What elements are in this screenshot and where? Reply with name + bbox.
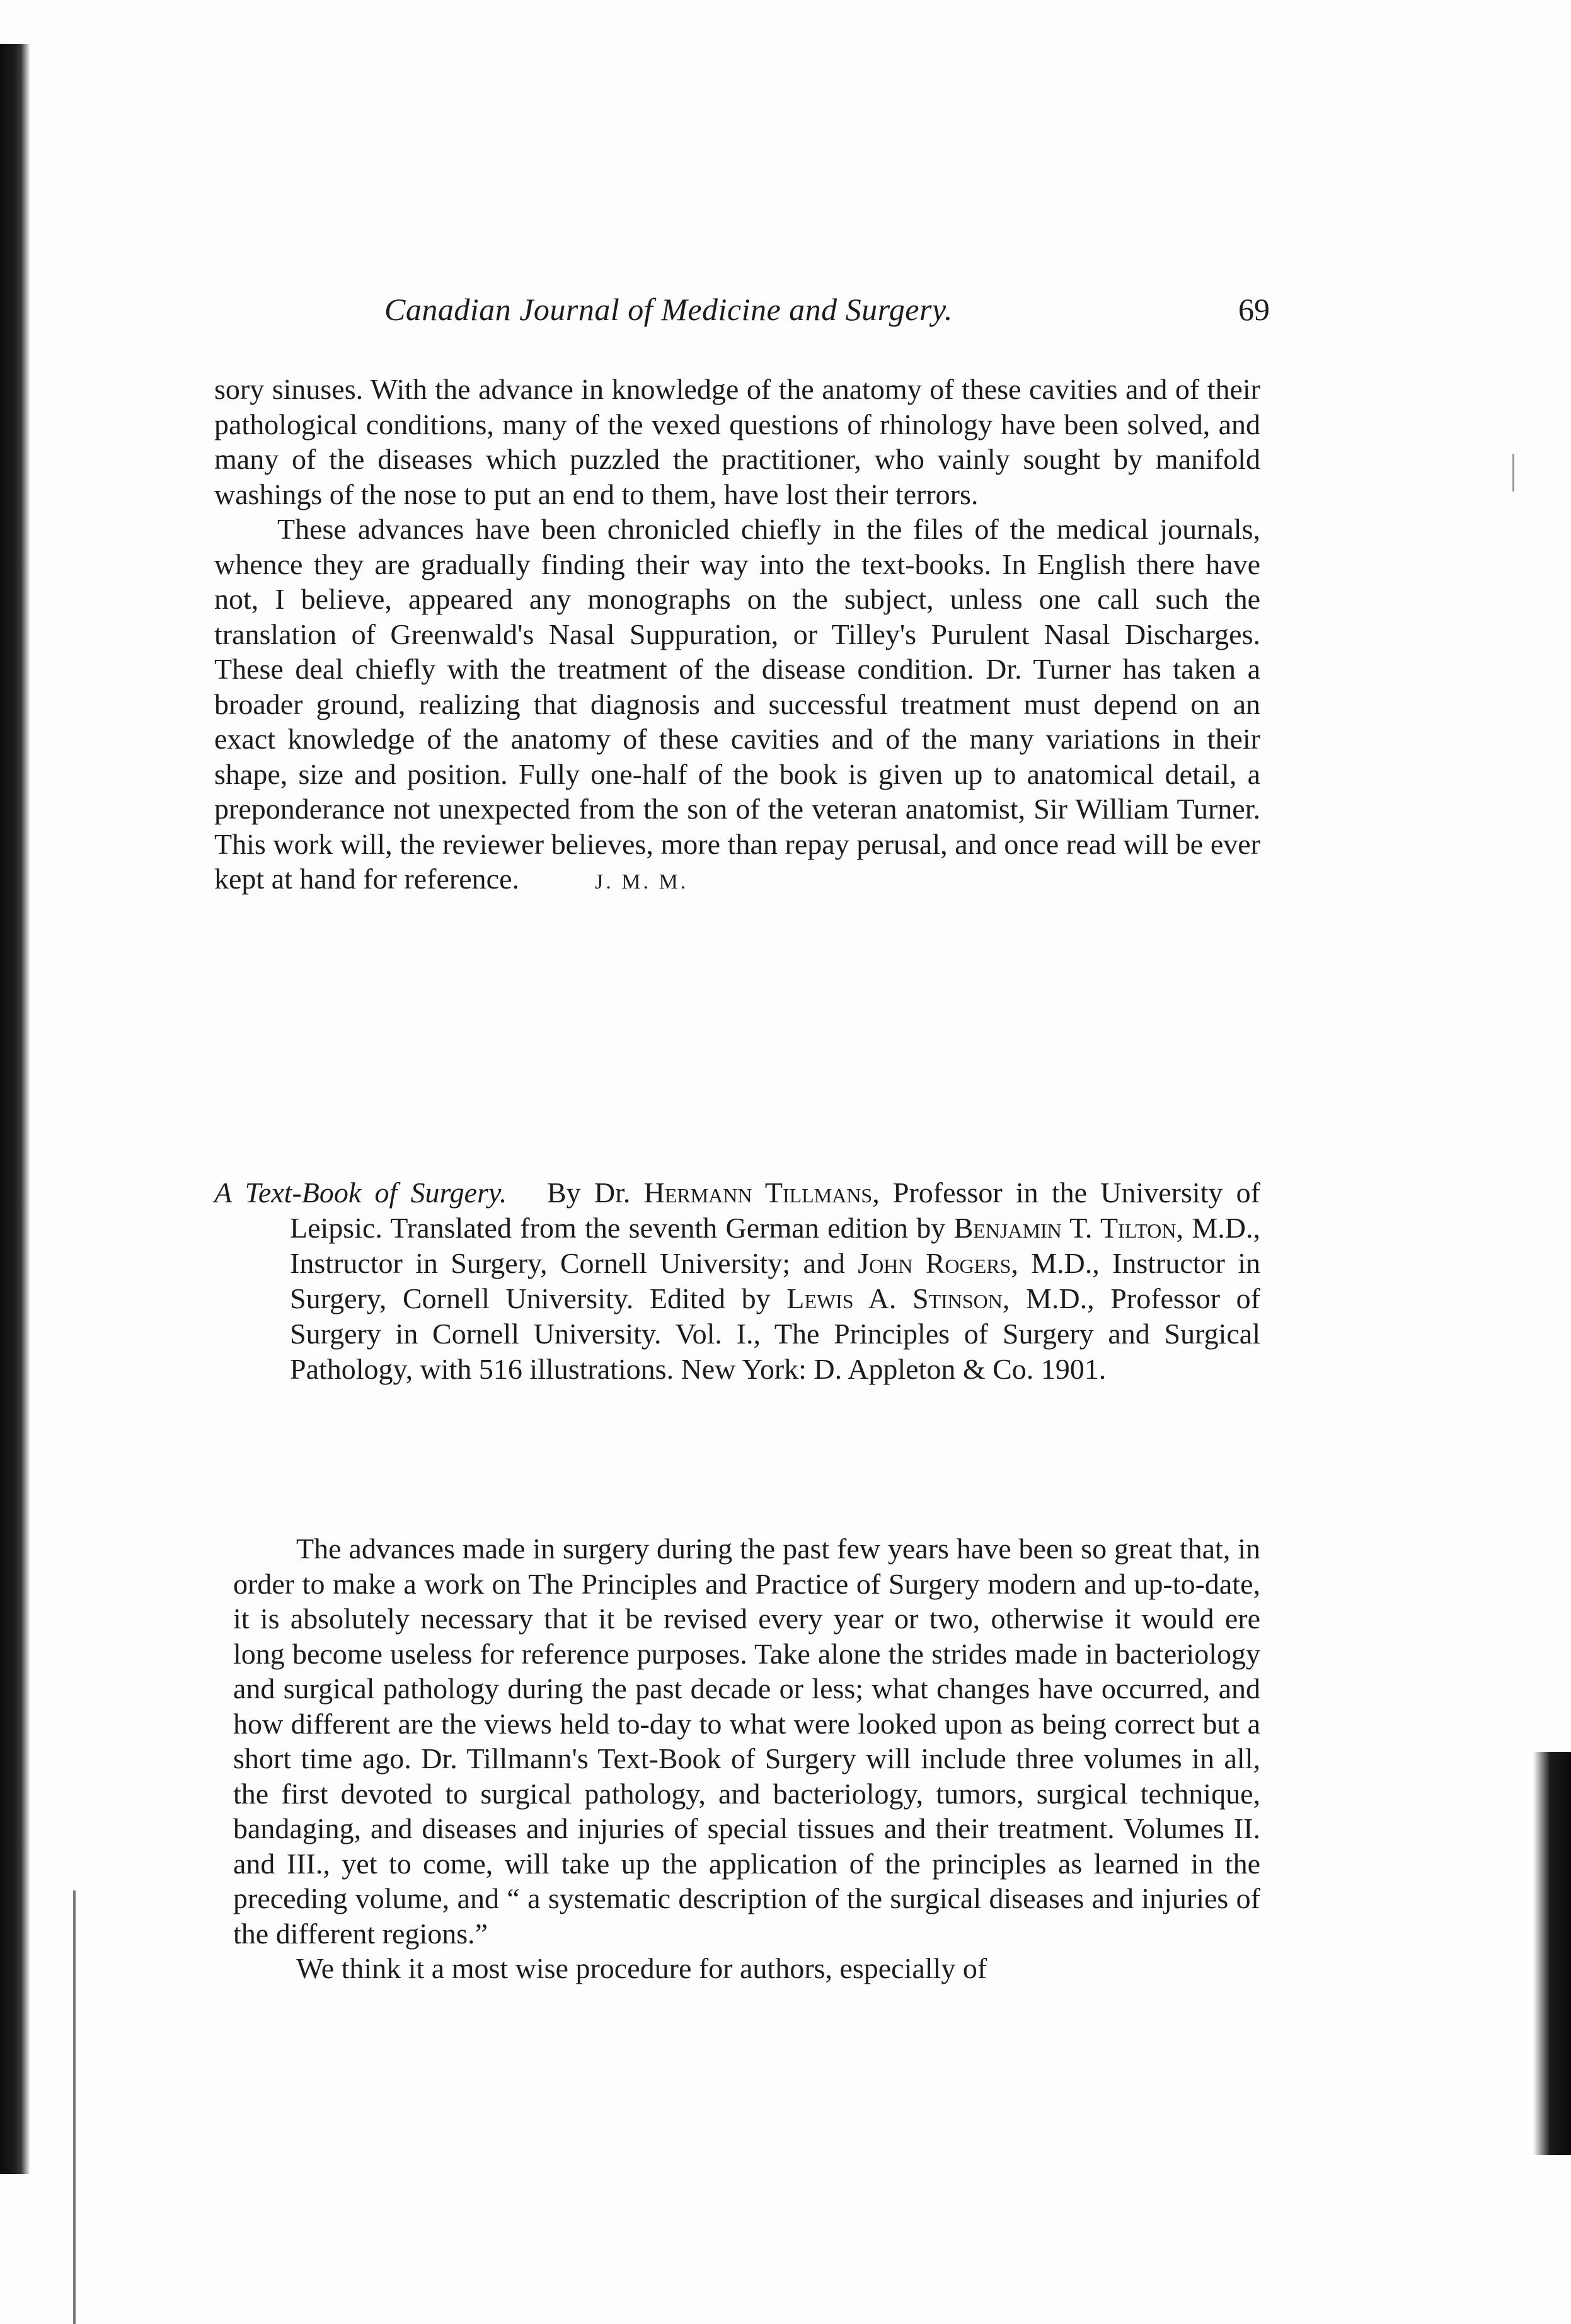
book-title: A Text-Book of Surgery.	[214, 1176, 507, 1209]
editor-name: Lewis A. Stinson	[786, 1282, 1003, 1314]
review-1-paragraph-2	[214, 512, 1260, 900]
editor-role: , M.D., Professor of Surgery in Cornell University. Vol. I., The Principles of Surgery and Surgical Pathology, with 516 illustrations. New York: D. Appleton & Co. 1901.	[290, 1282, 1260, 1385]
review-1-paragraph-1: sory sinuses. With the advance in knowledge of the anatomy of these cavities and of their pathological conditions, many of the vexed questions of rhinology have been solved, and many of the diseases which puzzled the practitioner, who vainly sought by manifold washings of the nose to put an end to them, have lost their terrors.	[214, 373, 1260, 510]
translator-1-name: Benjamin T. Tilton	[953, 1212, 1177, 1244]
author-name: Hermann Tillmans	[643, 1176, 873, 1209]
review-1-paragraph-2-text: These advances have been chronicled chiefly in the files of the medical journals, whence they are gradually finding their way into the text-books. In English there have not, I believe, appeared any monographs on the subject, unless one call such the translation of Greenwald's Nasal Suppuration, or Tilley's Purulent Nasal Discharges. These deal chiefly with the treatment of the disease condition. Dr. Turner has taken a broader ground, realizing that diagnosis and successful treatment must depend on an exact knowledge of the anatomy of these cavities and of the many variations in their shape, size and position. Fully one-half of the book is given up to anatomical detail, a preponderance not unexpected from the son of the veteran anatomist, Sir William Turner. This work will, the reviewer believes, more than repay perusal, and once read will be ever kept at hand for reference.	[214, 513, 1260, 895]
binding-shadow-left	[0, 44, 30, 2174]
review-1-body	[214, 372, 1260, 900]
running-title: Canadian Journal of Medicine and Surgery.	[384, 292, 953, 327]
translator-1-role: , M.D., Instructor in Surgery, Cornell University; and	[290, 1212, 1261, 1279]
review-2-paragraph-2: We think it a most wise procedure for authors, especially of	[296, 1952, 987, 1984]
scan-line-left	[73, 1890, 76, 2324]
reviewer-signature: J. M. M.	[595, 870, 689, 894]
review-2-body	[233, 1531, 1260, 1986]
author-role: , Professor in the University of Leipsic. Translated from the seventh German edition by	[290, 1176, 1260, 1244]
review-2-paragraph-1: The advances made in surgery during the past few years have been so great that, in order to make a work on The Principles and Practice of Surgery modern and up-to-date, it is absolutely necessary that it be revised every year or two, otherwise it would ere long become useless for reference purposes. Take alone the strides made in bacteriology and surgical pathology during the past decade or less; what changes have occurred, and how different are the views held to-day to what were looked upon as being correct but a short time ago. Dr. Tillmann's Text-Book of Surgery will include three volumes in all, the first devoted to surgical pathology, and bacteriology, tumors, surgical technique, bandaging, and diseases and injuries of special tissues and their treatment. Volumes II. and III., yet to come, will take up the application of the principles as learned in the preceding volume, and “ a systematic description of the surgical diseases and injuries of the different regions.”	[233, 1533, 1260, 1950]
scan-line-right	[1512, 454, 1514, 492]
page-header	[277, 291, 1270, 335]
translator-2-role: , M.D., Instructor in Surgery, Cornell University. Edited by	[290, 1247, 1260, 1314]
review-2-heading	[214, 1175, 1260, 1387]
heading-by: By Dr.	[547, 1176, 631, 1209]
binding-shadow-right	[1533, 1752, 1571, 2155]
translator-2-name: John Rogers	[858, 1247, 1011, 1279]
page-number: 69	[1238, 292, 1270, 327]
